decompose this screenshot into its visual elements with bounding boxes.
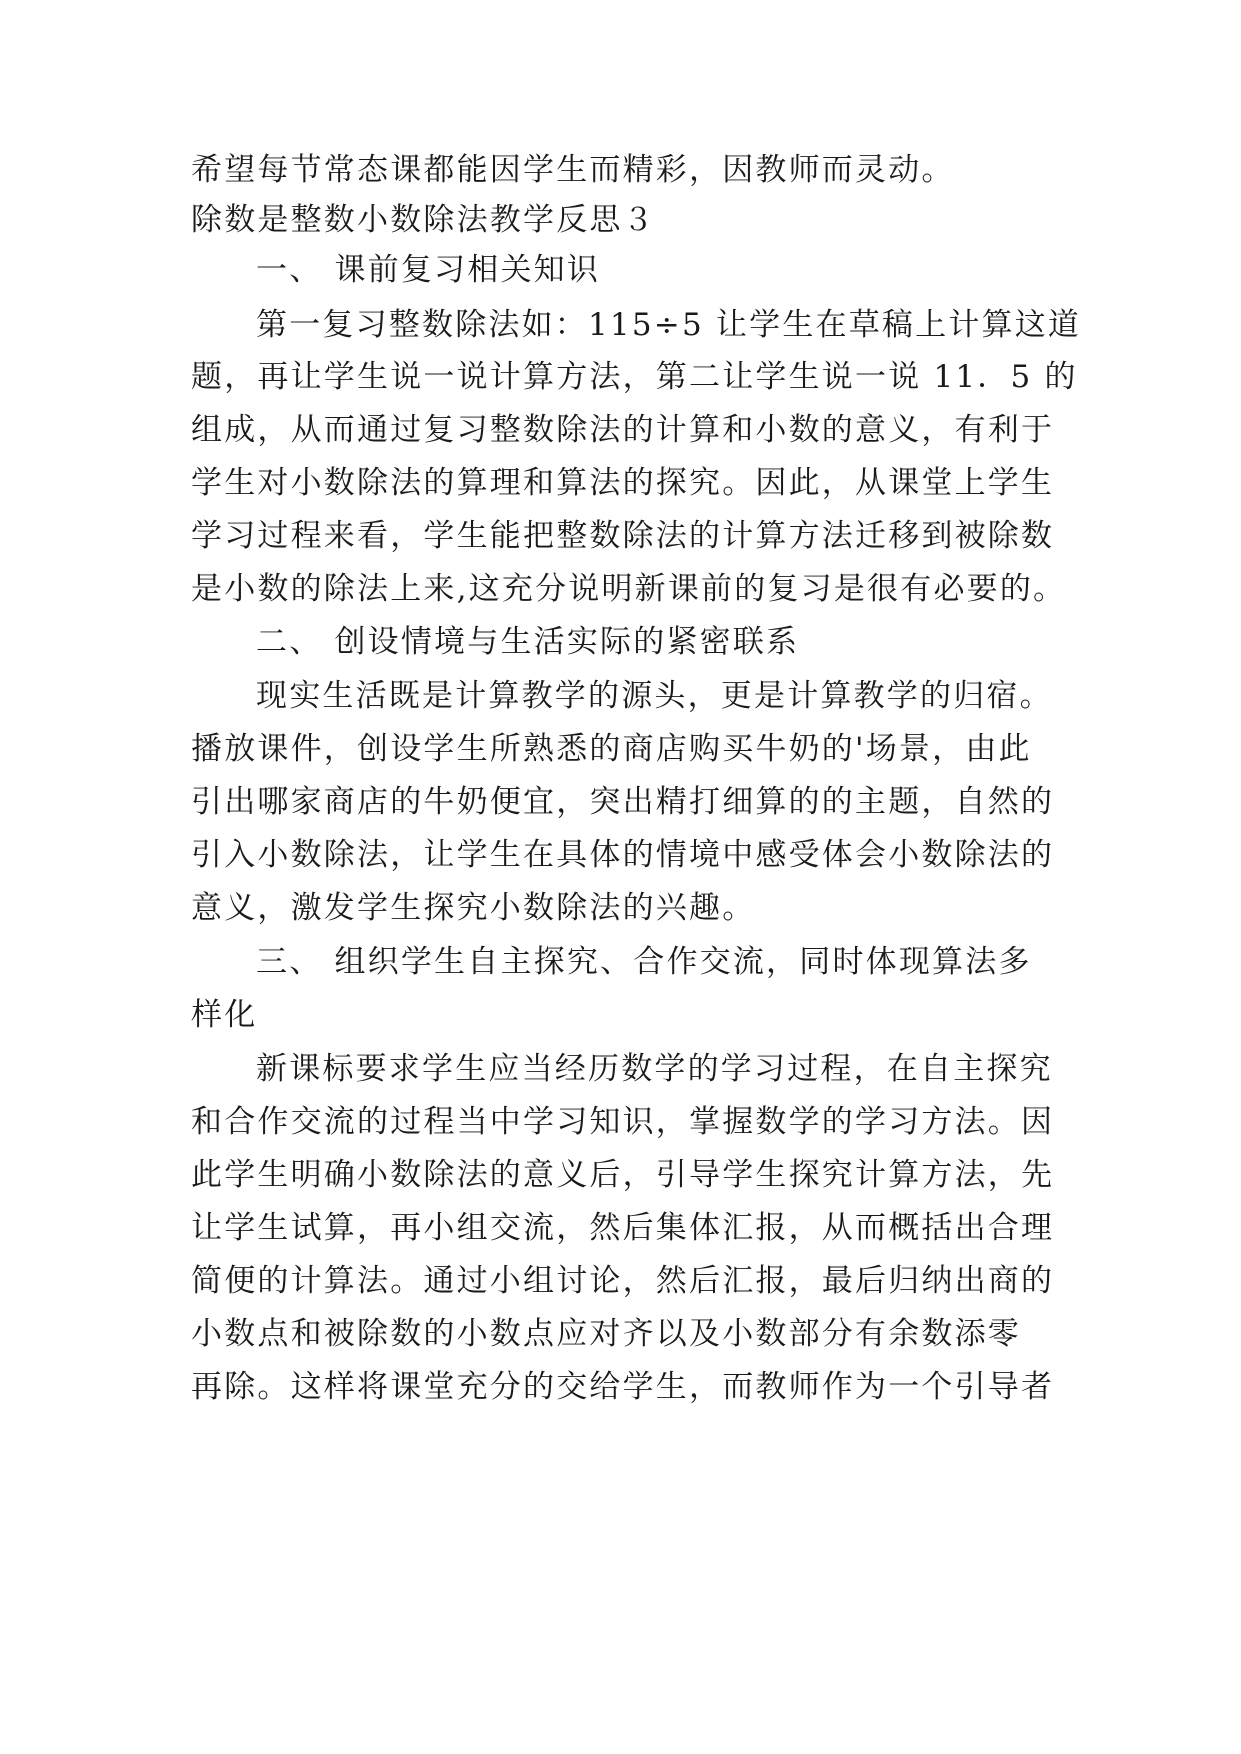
text-line: 让学生试算，再小组交流，然后集体汇报，从而概括出合理 — [191, 1210, 1055, 1246]
text-line: 引出哪家商店的牛奶便宜，突出精打细算的的主题，自然的 — [191, 784, 1055, 820]
text-line: 现实生活既是计算教学的源头，更是计算教学的归宿。 — [256, 678, 1053, 714]
text-line: 和合作交流的过程当中学习知识，掌握数学的学习方法。因 — [191, 1104, 1055, 1140]
text-line: 再除。这样将课堂充分的交给学生，而教师作为一个引导者 — [191, 1369, 1055, 1405]
text-line: 学习过程来看，学生能把整数除法的计算方法迁移到被除数 — [191, 518, 1055, 554]
text-line: 题，再让学生说一说计算方法，第二让学生说一说 11．5 的 — [191, 359, 1078, 395]
heading-2: 二、 创设情境与生活实际的紧密联系 — [256, 624, 800, 660]
text-line: 此学生明确小数除法的意义后，引导学生探究计算方法，先 — [191, 1157, 1055, 1193]
text-line: 第一复习整数除法如：115÷5 让学生在草稿上计算这道 — [256, 307, 1082, 343]
text-line: 播放课件，创设学生所熟悉的商店购买牛奶的'场景，由此 — [191, 731, 1032, 767]
text-line: 希望每节常态课都能因学生而精彩，因教师而灵动。 — [191, 152, 955, 188]
text-line: 是小数的除法上来,这充分说明新课前的复习是很有必要的。 — [191, 571, 1067, 607]
heading-3-continued: 样化 — [191, 997, 258, 1033]
text-line: 学生对小数除法的算理和算法的探究。因此，从课堂上学生 — [191, 465, 1055, 501]
text-line: 意义，激发学生探究小数除法的兴趣。 — [191, 890, 756, 926]
heading-1: 一、 课前复习相关知识 — [256, 252, 601, 288]
text-line: 简便的计算法。通过小组讨论，然后汇报，最后归纳出商的 — [191, 1263, 1055, 1299]
heading-3: 三、 组织学生自主探究、合作交流，同时体现算法多 — [256, 944, 1032, 980]
text-line: 新课标要求学生应当经历数学的学习过程，在自主探究 — [256, 1051, 1053, 1087]
text-line: 组成，从而通过复习整数除法的计算和小数的意义，有利于 — [191, 412, 1055, 448]
text-line: 引入小数除法，让学生在具体的情境中感受体会小数除法的 — [191, 837, 1055, 873]
text-line: 小数点和被除数的小数点应对齐以及小数部分有余数添零 — [191, 1316, 1021, 1352]
section-title: 除数是整数小数除法教学反思３ — [191, 202, 656, 238]
